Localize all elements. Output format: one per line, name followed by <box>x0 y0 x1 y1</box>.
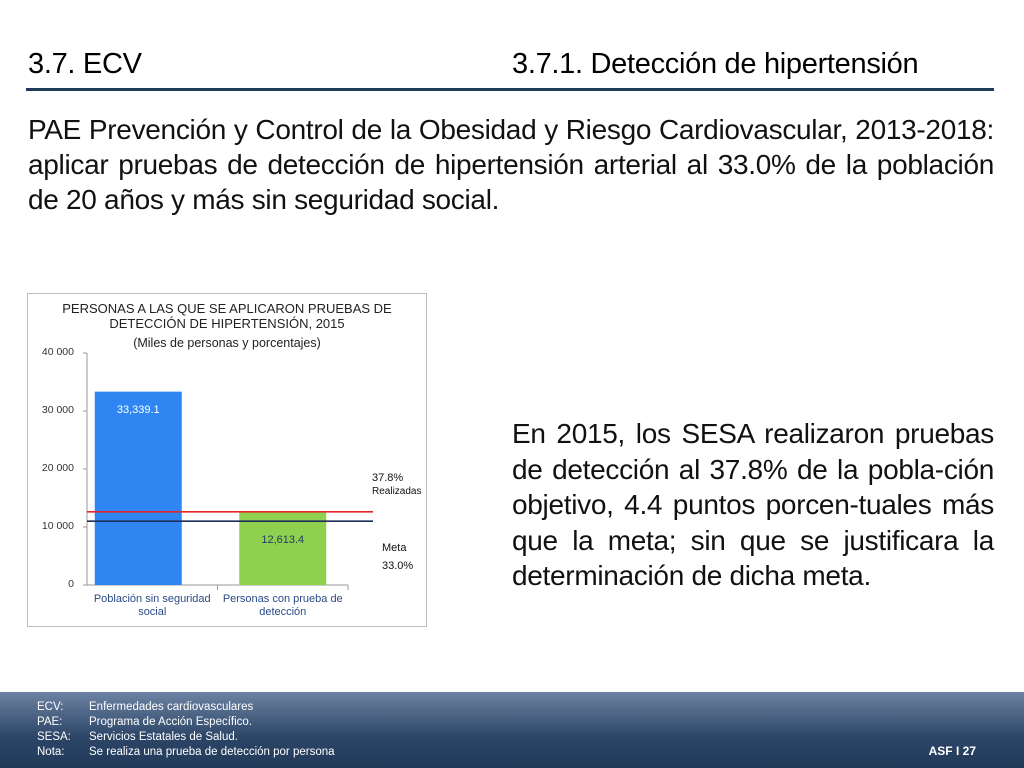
intro-paragraph: PAE Prevención y Control de la Obesidad y Riesgo Cardiovascular, 2013-2018: aplicar pruebas de detección de hipertensión arterial al 33.0% de la población de 20 años y más sin seguridad social. <box>28 114 994 215</box>
bar-chart <box>27 293 427 627</box>
chart-plot-area <box>28 294 426 626</box>
bar-data-label: 33,339.1 <box>116 403 160 416</box>
footer-note-row <box>37 700 335 715</box>
x-category-label: Población sin seguridad social <box>93 593 211 618</box>
y-tick-label: 0 <box>68 578 74 590</box>
footer-note-text: Enfermedades cardiovasculares <box>89 701 254 713</box>
footer-note-row <box>37 730 335 745</box>
chart-title: PERSONAS A LAS QUE SE APLICARON PRUEBAS DE DETECCIÓN DE HIPERTENSIÓN, 2015 <box>62 301 392 331</box>
annotation-realizadas <box>372 472 421 498</box>
footer-note-text: Programa de Acción Específico. <box>89 716 252 728</box>
y-tick-label: 30 000 <box>41 404 74 416</box>
subsection-title: 3.7.1. Detección de hipertensión <box>512 48 919 80</box>
x-category-label: Personas con prueba de detección <box>222 593 343 618</box>
footer-note-key: ECV: <box>37 701 64 713</box>
footer-note-row <box>37 715 335 730</box>
section-title: 3.7. ECV <box>28 48 142 80</box>
y-tick-label: 40 000 <box>41 346 74 358</box>
annotation-realizadas-pct: 37.8% <box>372 471 404 484</box>
y-tick-label: 10 000 <box>41 520 74 532</box>
y-tick-label: 20 000 <box>41 462 74 474</box>
footer-note-key: Nota: <box>37 746 65 758</box>
footer-note-text: Se realiza una prueba de detección por persona <box>89 746 335 758</box>
annotation-meta <box>382 539 413 575</box>
page-number: ASF I 27 <box>928 744 976 758</box>
footer-note-text: Servicios Estatales de Salud. <box>89 731 238 743</box>
summary-paragraph: En 2015, los SESA realizaron pruebas de detección al 37.8% de la pobla-ción objetivo, 4.4 puntos porcen-tuales más que la meta; sin que se justificara la determinación de dicha meta. <box>512 418 994 591</box>
header-rule <box>26 88 994 91</box>
bar-0 <box>95 392 182 585</box>
bar-1 <box>239 512 326 585</box>
bar-data-label: 12,613.4 <box>261 533 305 546</box>
annotation-meta-pct: 33.0% <box>382 560 414 573</box>
footer-notes <box>37 700 335 760</box>
annotation-realizadas-text: Realizadas <box>372 485 422 497</box>
footer-note-key: SESA: <box>37 731 71 743</box>
annotation-meta-text: Meta <box>382 542 407 555</box>
footer-note-row <box>37 745 335 760</box>
footer-note-key: PAE: <box>37 716 63 728</box>
chart-subtitle: (Miles de personas y porcentajes) <box>133 336 321 350</box>
